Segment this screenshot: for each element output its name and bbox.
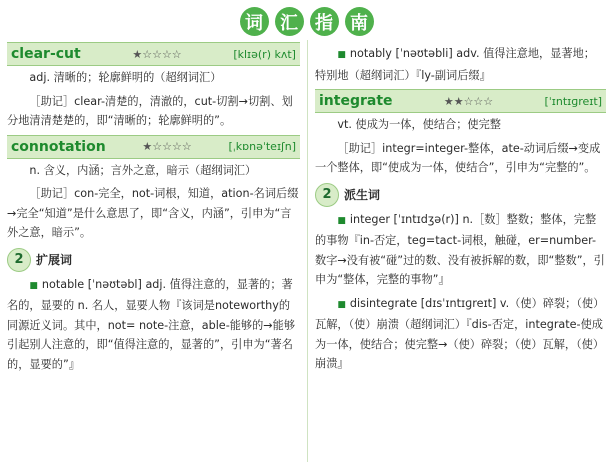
section-derived-words xyxy=(315,182,606,208)
pronunciation: [ˈɪntɪɡreɪt] xyxy=(544,94,602,108)
entry-text: notable [ˈnəʊtəbl] adj. 值得注意的，显著的；著名的，显要的 n. 名人，显要人物『该词是noteworthy的同源近义词。其中，not= note-注意，able-能够的→能够引起别人注意的，即“值得注意的，显著的”，引申为“著名的，显要的”』 xyxy=(7,277,296,371)
pronunciation: [ˌkɒnəˈteɪʃn] xyxy=(228,140,296,153)
section-badge: 2 xyxy=(315,183,339,207)
square-bullet-icon: ■ xyxy=(337,50,346,60)
entry-header-integrate xyxy=(315,89,606,113)
entry-header-connotation xyxy=(7,135,300,159)
entry-text: integer [ˈɪntɪdʒə(r)] n.［数］整数；整体，完整的事物『in-否定，teg=tact-词根，触碰，er=number-数字→没有被“碰”过的数、没有被拆解的数，即“整数”，引申为“整体，完整的事物”』 xyxy=(315,212,605,286)
definition: n. 含义，内涵；言外之意，暗示（超纲词汇） xyxy=(29,163,257,177)
mnemonic-note: ［助记］con-完全，not-词根，知道，ation-名词后缀→完全“知道”是什么意思了，即“含义，内涵”，引申为“言外之意，暗示”。 xyxy=(7,187,299,239)
square-bullet-icon: ■ xyxy=(29,280,38,291)
entry-header-clear-cut xyxy=(7,42,300,66)
definition: vt. 使成为一体，使结合；使完整 xyxy=(337,118,501,131)
headword: clear-cut xyxy=(11,46,81,62)
title-char: 词 xyxy=(240,7,269,36)
title-char: 汇 xyxy=(275,7,304,36)
right-column xyxy=(315,42,606,378)
entry-text: disintegrate [dɪsˈɪntɪɡreɪt] v.（使）碎裂；（使）瓦解，（使）崩溃（超纲词汇）『dis-否定，integrate-使成为一体，使结合；使完整→（使）碎裂；（使）瓦解，（使）崩溃』 xyxy=(315,296,605,370)
mnemonic-note: ［助记］clear-清楚的，清澈的，cut-切割→切割、划分地清清楚楚的，即“清晰的；轮廓鲜明的”。 xyxy=(7,94,293,127)
column-divider xyxy=(307,40,308,462)
square-bullet-icon: ■ xyxy=(337,215,346,226)
page-title xyxy=(0,7,613,36)
headword: connotation xyxy=(11,138,106,155)
pronunciation: [klɪə(r) kʌt] xyxy=(233,47,296,61)
list-item xyxy=(315,210,606,290)
list-item xyxy=(315,44,606,85)
mnemonic-note: ［助记］integr=integer-整体，ate-动词后缀→变成一个整体，即“使成为一体，使结合”，引申为“完整的”。 xyxy=(315,141,601,174)
headword: integrate xyxy=(319,93,393,109)
definition: adj. 清晰的；轮廓鲜明的（超纲词汇） xyxy=(29,71,222,84)
entry-text: notably [ˈnəʊtəbli] adv. 值得注意地，显著地；特别地（超纲词汇）『ly-副词后缀』 xyxy=(315,47,595,82)
list-item xyxy=(7,275,300,375)
title-char: 南 xyxy=(345,7,374,36)
section-label: 扩展词 xyxy=(36,253,73,267)
difficulty-stars: ★★☆☆☆ xyxy=(443,94,494,108)
section-label: 派生词 xyxy=(344,188,381,202)
square-bullet-icon: ■ xyxy=(337,299,346,310)
section-badge: 2 xyxy=(7,248,31,272)
difficulty-stars: ★☆☆☆☆ xyxy=(132,47,182,61)
difficulty-stars: ★☆☆☆☆ xyxy=(142,140,192,153)
list-item xyxy=(315,294,606,374)
left-column xyxy=(7,42,300,378)
title-char: 指 xyxy=(310,7,339,36)
section-expanded-words xyxy=(7,247,300,273)
